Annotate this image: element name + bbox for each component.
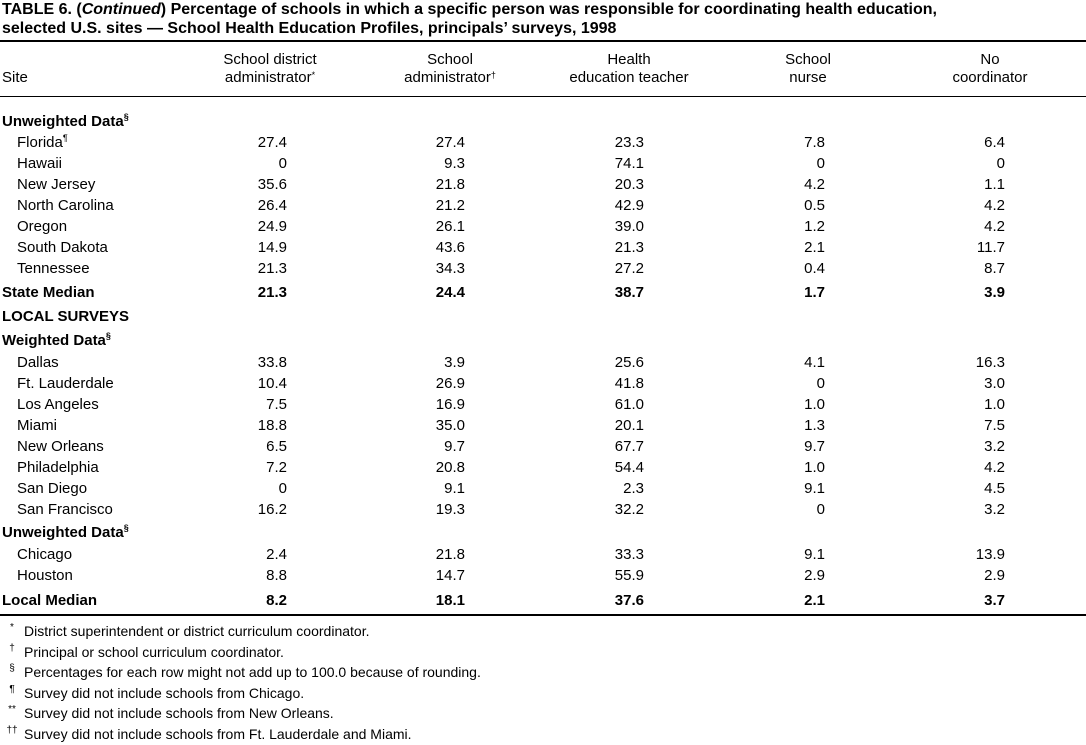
- footnote-text: Survey did not include schools from Ft. Lauderdale and Miami.: [24, 725, 412, 742]
- footnote-mark: **: [8, 704, 16, 715]
- cell: 0: [278, 155, 287, 172]
- site-name: Houston: [17, 567, 73, 584]
- row-label: [17, 153, 62, 174]
- top-rule: [0, 40, 1086, 42]
- row-label: [17, 415, 57, 436]
- row-label: [17, 216, 67, 237]
- section-label: Unweighted Data: [2, 113, 124, 130]
- cell: 9.1: [804, 480, 825, 497]
- cell: 67.7: [614, 438, 644, 455]
- cell: 23.3: [614, 134, 644, 151]
- header-health-teacher-line1: Health: [607, 51, 651, 68]
- cell: 27.2: [614, 260, 644, 277]
- section-heading: [0, 522, 1086, 543]
- row-label: [17, 195, 114, 216]
- cell: 38.7: [614, 284, 644, 301]
- bottom-rule: [0, 614, 1086, 616]
- table-row: [0, 394, 1086, 415]
- cell: 26.1: [435, 218, 465, 235]
- header-district-admin-line2: administrator: [224, 69, 312, 86]
- cell: 2.4: [266, 546, 287, 563]
- cell: 20.1: [614, 417, 644, 434]
- row-label: [17, 132, 68, 153]
- cell: 2.9: [804, 567, 825, 584]
- row-label: [17, 174, 95, 195]
- cell: 54.4: [614, 459, 644, 476]
- header-rule: [0, 96, 1086, 97]
- cell: 3.2: [984, 501, 1005, 518]
- cell: 21.8: [435, 546, 465, 563]
- cell: 20.3: [614, 176, 644, 193]
- footnote: [0, 662, 481, 683]
- cell: 18.1: [435, 592, 465, 609]
- footnote-mark: *: [10, 622, 14, 633]
- title-continued: Continued: [81, 1, 161, 18]
- row-label: State Median: [2, 284, 95, 301]
- cell: 74.1: [614, 155, 644, 172]
- row-label: [17, 544, 72, 565]
- cell: 3.2: [984, 438, 1005, 455]
- cell: 34.3: [435, 260, 465, 277]
- cell: 0: [816, 155, 825, 172]
- header-school-admin: [380, 51, 520, 87]
- table-row: [0, 565, 1086, 586]
- footnote: [0, 642, 284, 663]
- footnote-mark: *: [311, 70, 316, 80]
- cell: 55.9: [614, 567, 644, 584]
- site-name: New Jersey: [17, 176, 96, 193]
- table-row: [0, 373, 1086, 394]
- cell: 21.3: [614, 239, 644, 256]
- table-row: [0, 352, 1086, 373]
- cell: 35.0: [435, 417, 465, 434]
- row-label: [17, 457, 99, 478]
- cell: 33.3: [614, 546, 644, 563]
- title-line2: selected U.S. sites — School Health Education Profiles, principals’ surveys, 1998: [2, 20, 617, 37]
- cell: 10.4: [257, 375, 287, 392]
- footnote-mark: †: [490, 70, 496, 80]
- site-name: North Carolina: [17, 197, 114, 214]
- section-label: Unweighted Data: [2, 524, 124, 541]
- cell: 25.6: [614, 354, 644, 371]
- table-row: [0, 132, 1086, 153]
- row-label: [17, 237, 108, 258]
- cell: 4.2: [804, 176, 825, 193]
- cell: 14.7: [435, 567, 465, 584]
- footnote-mark: ¶: [62, 133, 68, 143]
- cell: 9.7: [444, 438, 465, 455]
- footnote-mark: §: [9, 663, 15, 674]
- cell: 13.9: [975, 546, 1005, 563]
- cell: 6.5: [266, 438, 287, 455]
- header-school-nurse-line1: School: [785, 51, 831, 68]
- header-site: Site: [2, 69, 28, 86]
- row-label: [17, 436, 104, 457]
- title-line1: ) Percentage of schools in which a specific person was responsible for coordinating health education,: [160, 1, 937, 18]
- cell: 39.0: [614, 218, 644, 235]
- table-row: [0, 457, 1086, 478]
- cell: 3.9: [984, 284, 1005, 301]
- cell: 61.0: [614, 396, 644, 413]
- cell: 8.2: [266, 592, 287, 609]
- cell: 26.4: [257, 197, 287, 214]
- footnote: [0, 703, 334, 724]
- state-median-row: [0, 282, 1086, 303]
- header-district-admin: [200, 51, 340, 87]
- footnote-text: Survey did not include schools from Chicago.: [24, 684, 305, 701]
- footnote-text: District superintendent or district curriculum coordinator.: [24, 623, 370, 639]
- cell: 1.7: [804, 284, 825, 301]
- cell: 35.6: [257, 176, 287, 193]
- cell: 1.0: [804, 459, 825, 476]
- cell: 16.3: [975, 354, 1005, 371]
- cell: 1.2: [804, 218, 825, 235]
- cell: 9.1: [804, 546, 825, 563]
- table-title: [2, 0, 1086, 38]
- cell: 6.4: [984, 134, 1005, 151]
- header-no-coordinator-line2: coordinator: [952, 69, 1028, 86]
- local-median-row: [0, 590, 1086, 611]
- cell: 32.2: [614, 501, 644, 518]
- table-row: [0, 544, 1086, 565]
- section-heading: [0, 111, 1086, 132]
- cell: 16.9: [435, 396, 465, 413]
- cell: 9.3: [444, 155, 465, 172]
- site-name: Oregon: [17, 218, 68, 235]
- header-school-nurse: [758, 51, 858, 87]
- footnote-text: Survey did not include schools from New Orleans.: [24, 705, 334, 721]
- header-no-coordinator: [930, 51, 1050, 87]
- site-name: Los Angeles: [17, 396, 99, 413]
- row-label: [17, 499, 113, 520]
- cell: 2.1: [804, 592, 825, 609]
- cell: 4.2: [984, 218, 1005, 235]
- site-name: Ft. Lauderdale: [17, 375, 114, 392]
- cell: 8.7: [984, 260, 1005, 277]
- header-health-teacher: [549, 51, 709, 87]
- table-row: [0, 195, 1086, 216]
- cell: 0: [996, 155, 1005, 172]
- row-label: [17, 394, 99, 415]
- section-label: LOCAL SURVEYS: [2, 308, 129, 325]
- table-row: [0, 216, 1086, 237]
- footnote: [0, 621, 369, 642]
- cell: 19.3: [435, 501, 465, 518]
- site-name: San Diego: [17, 480, 88, 497]
- footnote: [0, 683, 304, 704]
- cell: 21.3: [257, 284, 287, 301]
- cell: 4.2: [984, 197, 1005, 214]
- cell: 14.9: [257, 239, 287, 256]
- site-name: South Dakota: [17, 239, 108, 256]
- cell: 37.6: [614, 592, 644, 609]
- header-no-coordinator-line1: No: [980, 51, 1000, 68]
- cell: 2.3: [623, 480, 644, 497]
- title-prefix: TABLE 6. (: [2, 1, 82, 18]
- header-school-admin-line1: School: [427, 51, 473, 68]
- footnote-mark: †: [9, 642, 15, 654]
- cell: 16.2: [257, 501, 287, 518]
- site-name: Dallas: [17, 354, 59, 371]
- footnote-text: Principal or school curriculum coordinator.: [24, 643, 284, 660]
- footnote-mark: §: [105, 331, 111, 341]
- cell: 9.1: [444, 480, 465, 497]
- cell: 41.8: [614, 375, 644, 392]
- cell: 0: [278, 480, 287, 497]
- cell: 11.7: [976, 239, 1005, 256]
- cell: 3.0: [984, 375, 1005, 392]
- cell: 21.3: [257, 260, 287, 277]
- site-name: San Francisco: [17, 501, 113, 518]
- row-label: [17, 565, 73, 586]
- footnote: [0, 724, 412, 745]
- cell: 7.5: [266, 396, 287, 413]
- header-school-admin-line2: administrator: [404, 69, 491, 86]
- cell: 3.7: [984, 592, 1005, 609]
- table-row: [0, 174, 1086, 195]
- cell: 1.0: [984, 396, 1005, 413]
- site-name: Hawaii: [17, 155, 63, 172]
- header-health-teacher-line2: education teacher: [569, 69, 689, 86]
- section-label: Weighted Data: [2, 332, 106, 349]
- table-row: [0, 237, 1086, 258]
- cell: 24.4: [435, 284, 465, 301]
- section-heading: [0, 330, 1086, 351]
- row-label: [17, 352, 59, 373]
- cell: 2.1: [804, 239, 825, 256]
- cell: 8.8: [266, 567, 287, 584]
- cell: 0: [816, 375, 825, 392]
- table-row: [0, 436, 1086, 457]
- cell: 33.8: [257, 354, 287, 371]
- cell: 7.5: [984, 417, 1005, 434]
- site-name: Miami: [17, 417, 57, 434]
- cell: 4.2: [984, 459, 1005, 476]
- cell: 1.0: [804, 396, 825, 413]
- header-district-admin-line1: School district: [223, 51, 317, 68]
- footnote-mark: ††: [6, 724, 18, 736]
- cell: 4.5: [984, 480, 1005, 497]
- cell: 27.4: [257, 134, 287, 151]
- site-name: Chicago: [17, 546, 73, 563]
- row-label: [17, 258, 90, 279]
- footnote-mark: §: [123, 112, 129, 122]
- cell: 18.8: [257, 417, 287, 434]
- cell: 42.9: [614, 197, 644, 214]
- cell: 0.4: [804, 260, 825, 277]
- cell: 7.2: [266, 459, 287, 476]
- footnote-mark: ¶: [9, 683, 15, 695]
- table-row: [0, 478, 1086, 499]
- row-label: [17, 373, 114, 394]
- table-row: [0, 415, 1086, 436]
- row-label: Local Median: [2, 592, 98, 609]
- cell: 7.8: [804, 134, 825, 151]
- table-row: [0, 258, 1086, 279]
- cell: 24.9: [257, 218, 287, 235]
- cell: 2.9: [984, 567, 1005, 584]
- cell: 27.4: [435, 134, 465, 151]
- cell: 4.1: [804, 354, 825, 371]
- header-school-nurse-line2: nurse: [789, 69, 827, 86]
- cell: 26.9: [435, 375, 465, 392]
- table-row: [0, 153, 1086, 174]
- footnote-text: Percentages for each row might not add up to 100.0 because of rounding.: [24, 664, 481, 680]
- row-label: [17, 478, 87, 499]
- cell: 21.2: [435, 197, 465, 214]
- cell: 21.8: [435, 176, 465, 193]
- site-name: Tennessee: [17, 260, 90, 277]
- cell: 43.6: [435, 239, 465, 256]
- table-row: [0, 499, 1086, 520]
- section-heading: [0, 306, 1086, 327]
- cell: 20.8: [435, 459, 465, 476]
- cell: 0: [816, 501, 825, 518]
- site-name: Philadelphia: [17, 459, 99, 476]
- cell: 3.9: [444, 354, 465, 371]
- cell: 1.1: [984, 176, 1005, 193]
- site-name: New Orleans: [17, 438, 104, 455]
- site-name: Florida: [17, 134, 63, 151]
- footnote-mark: §: [123, 523, 129, 533]
- cell: 9.7: [804, 438, 825, 455]
- cell: 1.3: [804, 417, 825, 434]
- cell: 0.5: [804, 197, 825, 214]
